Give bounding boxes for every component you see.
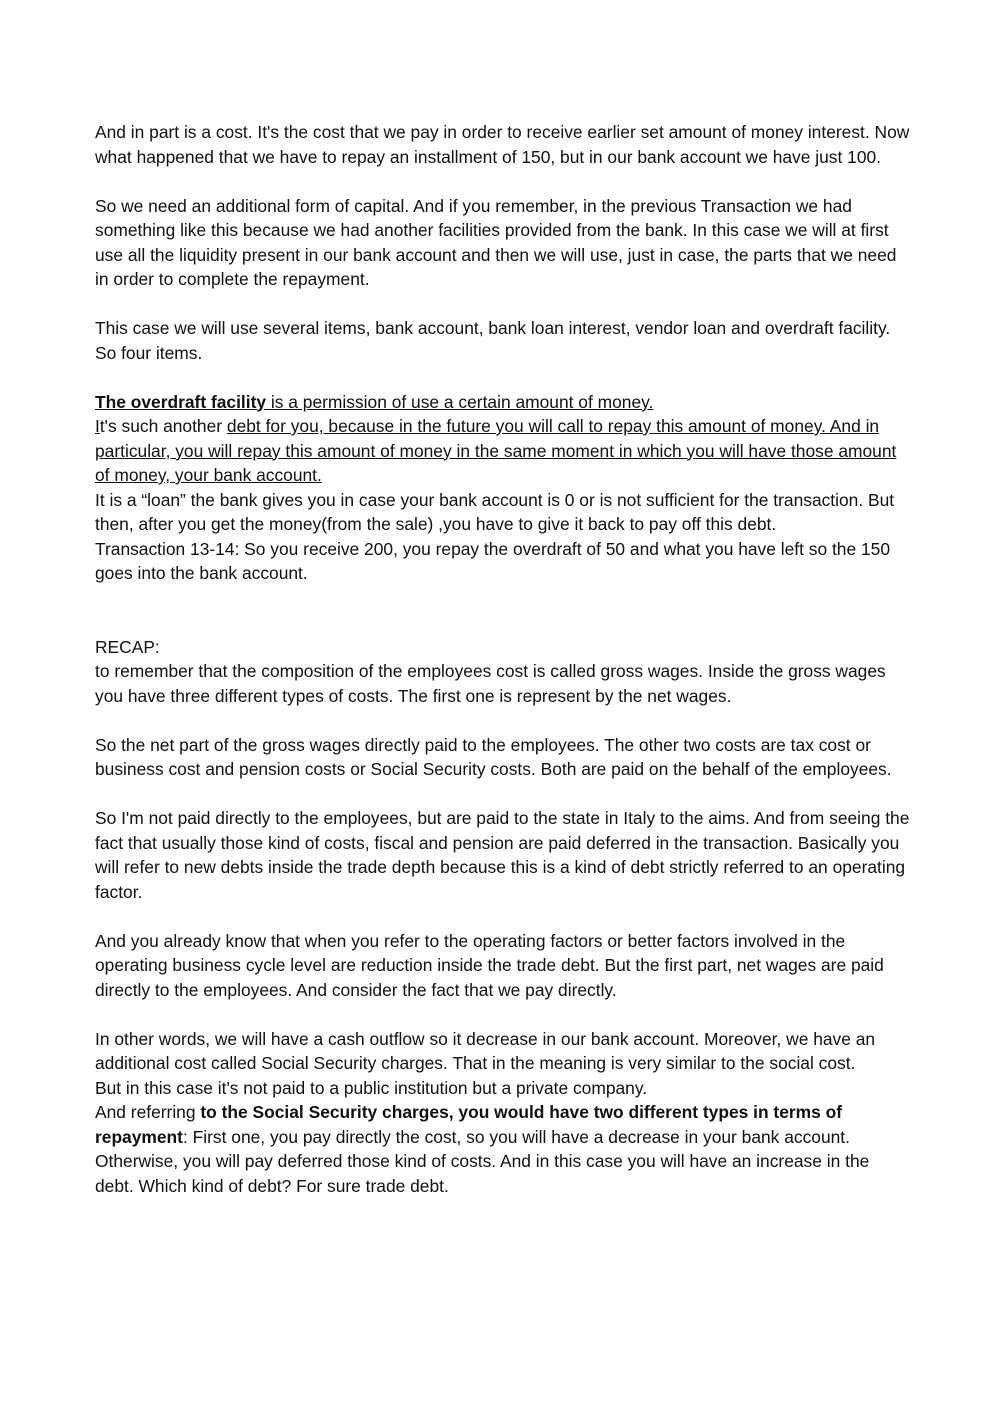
paragraph-operating-factors: And you already know that when you refer to the operating factors or better factors involved in the operating business cycle level are reduction inside the trade debt. But the first part, net wages are paid directly to the employees. And consider the fact that we pay directly.	[95, 930, 884, 1000]
recap-heading: RECAP:	[95, 636, 160, 657]
paragraph-private-company: But in this case it's not paid to a public institution but a private company.	[95, 1077, 648, 1098]
section-gap	[95, 586, 910, 635]
paragraph-four-items: This case we will use several items, bank account, bank loan interest, vendor loan and overdraft facility. So four items.	[95, 318, 891, 363]
recap-gross-wages: to remember that the composition of the employees cost is called gross wages. Inside the gross wages you have three different types of costs. The first one is represent by the net wages.	[95, 661, 886, 706]
overdraft-first-letter: I	[95, 416, 100, 436]
final-lead-text: And referring	[95, 1102, 201, 1122]
overdraft-definition-text: is a permission of use a certain amount of money.	[266, 391, 654, 412]
paragraph-cash-outflow: In other words, we will have a cash outflow so it decrease in our bank account. Moreover, we have an additional cost called Social Security charges. That in the meaning is very similar to the social cost.	[95, 1028, 876, 1073]
paragraph-installment: And in part is a cost. It's the cost that we pay in order to receive earlier set amount of money interest. Now what happened that we have to repay an installment of 150, but in our bank account we have just 100.	[95, 122, 910, 167]
final-rest-text: : First one, you pay directly the cost, so you will have a decrease in your bank account. Otherwise, you will pay deferred those kind of costs. And in this case you will have an increase in the debt. Which kind of debt? For sure trade debt.	[95, 1126, 870, 1196]
paragraph-social-security-repayment	[95, 1100, 910, 1198]
overdraft-plain-text: t's such another	[99, 416, 227, 436]
transaction-13-14: Transaction 13-14: So you receive 200, you repay the overdraft of 50 and what you have left so the 150 goes into the bank account.	[95, 538, 890, 583]
overdraft-debt-explanation	[95, 414, 910, 488]
final-bold-text: to the Social Security charges, you would have two different types in terms of repayment	[95, 1102, 843, 1147]
document-page	[95, 120, 910, 1198]
overdraft-term: The overdraft facility	[95, 391, 267, 412]
overdraft-loan-explanation: It is a “loan” the bank gives you in case your bank account is 0 or is not sufficient for the transaction. But then, after you get the money(from the sale) ,you have to give it back to pay off this debt.	[95, 489, 895, 534]
paragraph-additional-capital: So we need an additional form of capital. And if you remember, in the previous Transaction we had something like this because we had another facilities provided from the bank. In this case we will at first use all the liquidity present in our bank account and then we will use, just in case, the parts that we need in order to complete the repayment.	[95, 195, 897, 289]
overdraft-definition	[95, 390, 910, 415]
overdraft-underlined-text: debt for you, because in the future you will call to repay this amount of money. And in particular, you will repay this amount of money in the same moment in which you will have those amount of money, your bank account.	[95, 416, 897, 485]
paragraph-net-wages: So the net part of the gross wages directly paid to the employees. The other two costs are tax cost or business cost and pension costs or Social Security costs. Both are paid on the behalf of the employees.	[95, 734, 892, 779]
paragraph-paid-to-state: So I'm not paid directly to the employees, but are paid to the state in Italy to the aims. And from seeing the fact that usually those kind of costs, fiscal and pension are paid deferred in the transaction. Basically you will refer to new debts inside the trade depth because this is a kind of debt strictly referred to an operating factor.	[95, 808, 910, 902]
